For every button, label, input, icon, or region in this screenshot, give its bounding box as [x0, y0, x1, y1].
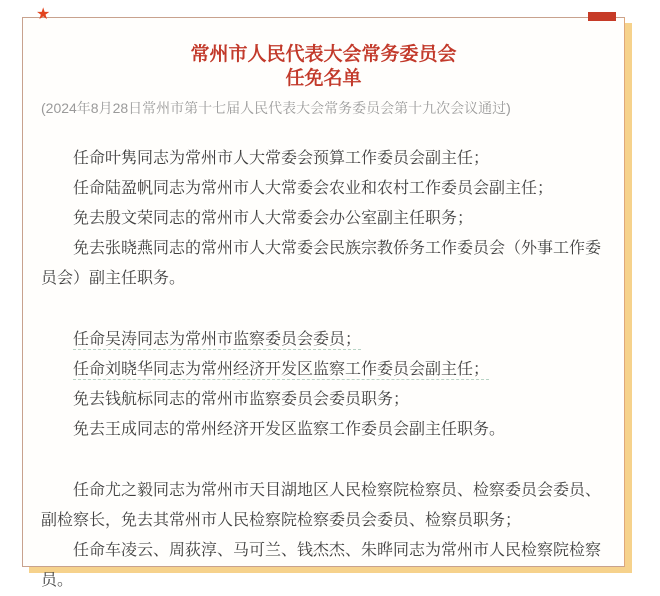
appointment-line: 任命叶隽同志为常州市人大常委会预算工作委员会副主任；: [73, 150, 490, 167]
red-bar-decoration: [588, 12, 616, 21]
section-procuratorate: [41, 476, 611, 596]
dismissal-line: 免去殷文荣同志的常州市人大常委会办公室副主任职务；: [73, 210, 474, 227]
dismissal-line: 免去王成同志的常州经济开发区监察工作委员会副主任职务。: [73, 421, 506, 438]
appointment-line: 任命尤之毅同志为常州市天目湖地区人民检察院检察员、检察委员会委员、副检察长，免去其常州市人民检察院检察委员会委员、检察员职务；: [41, 482, 602, 529]
appointment-line: 任命刘晓华同志为常州经济开发区监察工作委员会副主任；: [73, 361, 490, 378]
meeting-meta-line: (2024年8月28日常州市第十七届人民代表大会常务委员会第十九次会议通过): [41, 100, 511, 116]
announcement-card: [22, 6, 625, 589]
document-body: [23, 144, 624, 596]
appointment-line: 任命吴涛同志为常州市监察委员会委员；: [73, 331, 362, 348]
document-title: [23, 43, 624, 91]
appointment-line: 任命车凌云、周荻淳、马可兰、钱杰杰、朱晔同志为常州市人民检察院检察员。: [41, 542, 602, 589]
section-peoples-congress: [41, 144, 611, 294]
star-icon: ★: [36, 6, 51, 23]
appointment-line: 任命陆盈帆同志为常州市人大常委会农业和农村工作委员会副主任；: [73, 180, 554, 197]
section-supervisory-commission: [41, 325, 611, 445]
document-title-line2: 任免名单: [285, 68, 362, 89]
dismissal-line: 免去张晓燕同志的常州市人大常委会民族宗教侨务工作委员会（外事工作委员会）副主任职务。: [41, 240, 602, 287]
document-title-line1: 常州市人民代表大会常务委员会: [190, 44, 457, 65]
dismissal-line: 免去钱航标同志的常州市监察委员会委员职务；: [73, 391, 410, 408]
